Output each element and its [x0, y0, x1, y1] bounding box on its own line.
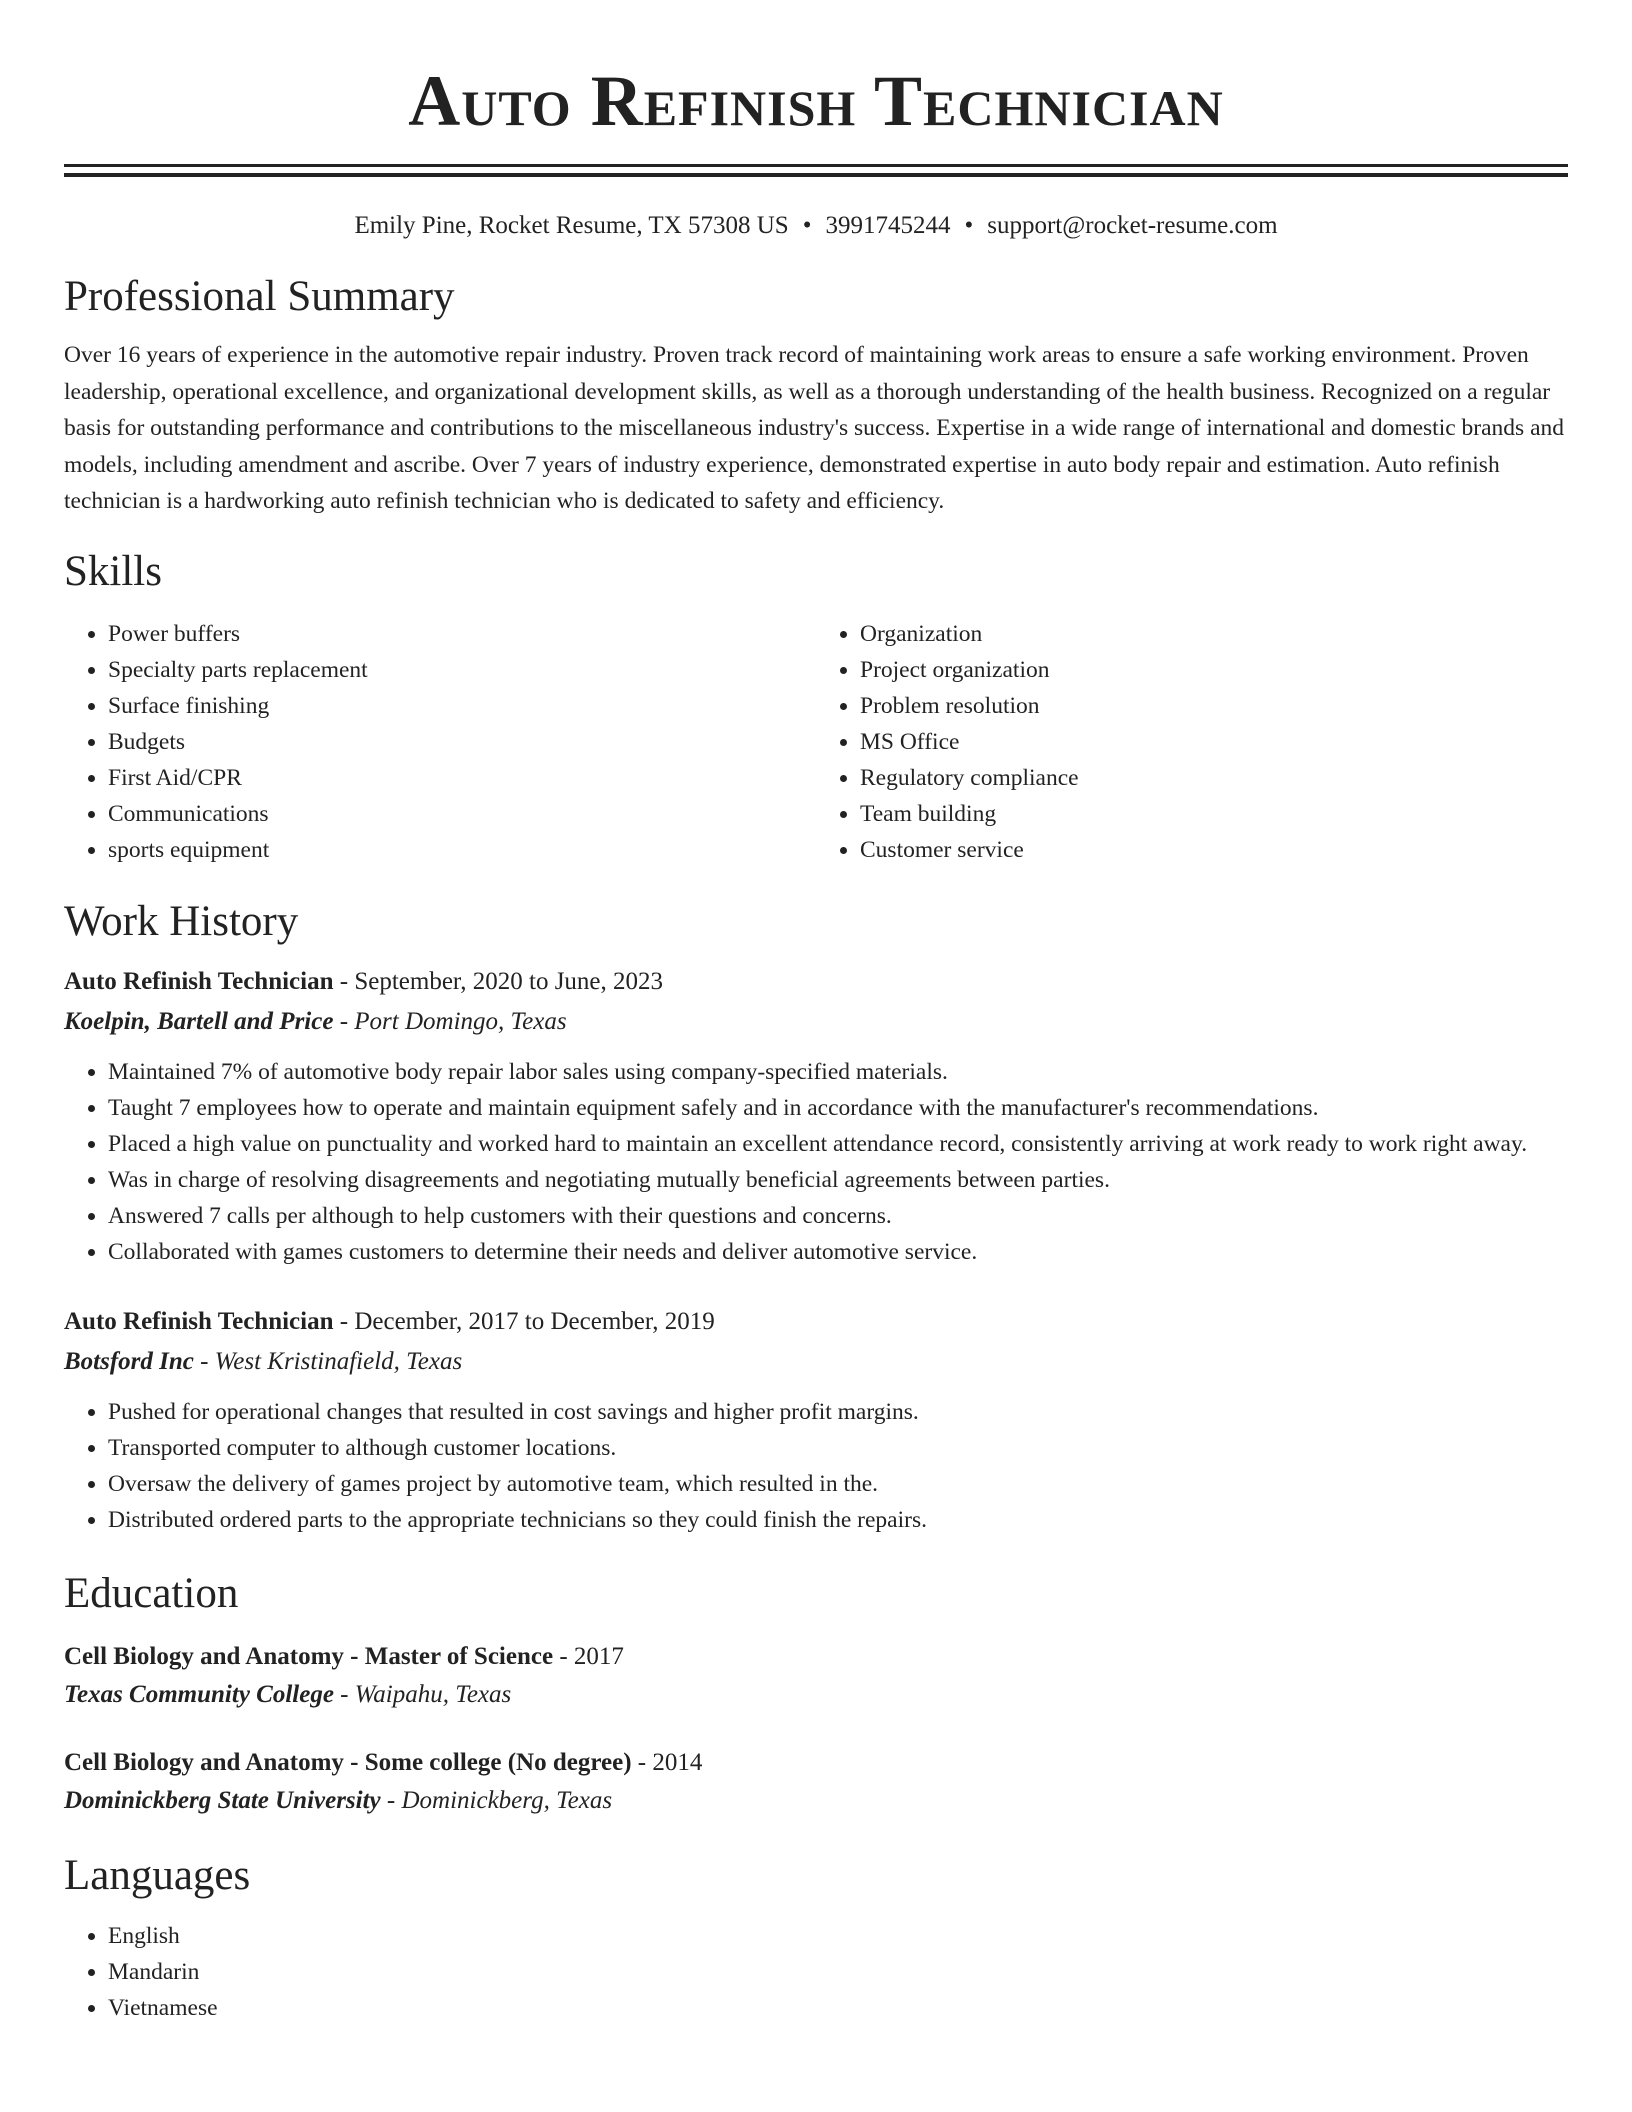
education-degree: Cell Biology and Anatomy - Some college (No degree): [64, 1748, 632, 1776]
education-location: - Waipahu, Texas: [333, 1680, 512, 1708]
job-bullet: • Transported computer to although customer locations.: [108, 1430, 1568, 1466]
job-entry: [64, 962, 1568, 1270]
education-heading: Education: [64, 1569, 239, 1617]
education-degree-line: [64, 1744, 1568, 1782]
title-divider-bottom: [64, 173, 1568, 177]
skills-columns: [64, 616, 1568, 868]
job-dates: - September, 2020 to June, 2023: [333, 967, 664, 995]
job-bullet: • Collaborated with games customers to determine their needs and deliver automotive service.: [108, 1234, 1568, 1270]
education-year: - 2017: [553, 1642, 624, 1670]
contact-separator: •: [802, 212, 812, 239]
job-company-line: [64, 1342, 1568, 1382]
languages-heading: Languages: [64, 1851, 251, 1899]
summary-heading: Professional Summary: [64, 273, 455, 320]
education-entry: [64, 1744, 1568, 1820]
job-dates: - December, 2017 to December, 2019: [333, 1307, 715, 1335]
skill-item: • Project organization: [860, 652, 1568, 688]
language-item: • Vietnamese: [108, 1990, 1568, 2026]
job-title: Auto Refinish Technician: [64, 1307, 334, 1335]
job-title-line: [64, 1302, 1568, 1342]
languages-list: [64, 1918, 1568, 2026]
job-title-line: [64, 962, 1568, 1002]
work-history-heading: Work History: [64, 897, 299, 945]
education-degree: Cell Biology and Anatomy - Master of Science: [64, 1642, 554, 1670]
contact-separator: •: [964, 212, 974, 239]
skill-item: • Problem resolution: [860, 688, 1568, 724]
skill-item: • Organization: [860, 616, 1568, 652]
skills-list-left: [64, 616, 816, 868]
contact-address: Emily Pine, Rocket Resume, TX 57308 US: [354, 212, 789, 239]
job-company: Botsford Inc: [64, 1347, 194, 1375]
skill-item: • Customer service: [860, 832, 1568, 868]
education-location: - Dominickberg, Texas: [380, 1786, 613, 1814]
job-bullets: [64, 1054, 1568, 1270]
skill-item: • Regulatory compliance: [860, 760, 1568, 796]
skill-item: • Surface finishing: [108, 688, 816, 724]
skill-item: • First Aid/CPR: [108, 760, 816, 796]
skills-list-right: [816, 616, 1568, 868]
job-bullet: • Pushed for operational changes that resulted in cost savings and higher profit margins.: [108, 1394, 1568, 1430]
job-location: - West Kristinafield, Texas: [193, 1347, 463, 1375]
language-item: • English: [108, 1918, 1568, 1954]
summary-text: Over 16 years of experience in the automotive repair industry. Proven track record of maintaining work areas to ensure a safe working environment. Proven leadership, operational excellence, and organizational development skills, as well as a thorough understanding of the health business. Recognized on a regular basis for outstanding performance and contributions to the miscellaneous industry's success. Expertise in a wide range of international and domestic brands and models, including amendment and ascribe. Over 7 years of industry experience, demonstrated expertise in auto body repair and estimation. Auto refinish technician is a hardworking auto refinish technician who is dedicated to safety and efficiency.: [64, 342, 1565, 514]
contact-line: [64, 209, 1568, 243]
skill-item: • Budgets: [108, 724, 816, 760]
education-school: Dominickberg State University: [64, 1786, 381, 1814]
resume-title: Auto Refinish Technician: [408, 61, 1224, 141]
skill-item: • Power buffers: [108, 616, 816, 652]
job-bullet: • Oversaw the delivery of games project by automotive team, which resulted in the.: [108, 1466, 1568, 1502]
education-school-line: [64, 1676, 1568, 1714]
job-title: Auto Refinish Technician: [64, 967, 334, 995]
language-item: • Mandarin: [108, 1954, 1568, 1990]
job-bullet: • Distributed ordered parts to the appropriate technicians so they could finish the repairs.: [108, 1502, 1568, 1538]
skill-item: • Communications: [108, 796, 816, 832]
job-bullet: • Taught 7 employees how to operate and maintain equipment safely and in accordance with the manufacturer's recommendations.: [108, 1090, 1568, 1126]
skill-item: • Team building: [860, 796, 1568, 832]
contact-email: support@rocket-resume.com: [987, 212, 1278, 239]
contact-phone: 3991745244: [825, 212, 951, 239]
job-bullet: • Answered 7 calls per although to help customers with their questions and concerns.: [108, 1198, 1568, 1234]
job-bullet: • Maintained 7% of automotive body repair labor sales using company-specified materials.: [108, 1054, 1568, 1090]
job-company: Koelpin, Bartell and Price: [64, 1007, 334, 1035]
job-location: - Port Domingo, Texas: [333, 1007, 567, 1035]
education-school-line: [64, 1782, 1568, 1820]
education-school: Texas Community College: [64, 1680, 334, 1708]
skill-item: • Specialty parts replacement: [108, 652, 816, 688]
title-divider-top: [64, 164, 1568, 167]
education-entry: [64, 1638, 1568, 1714]
education-year: - 2014: [631, 1748, 703, 1776]
job-bullet: • Placed a high value on punctuality and worked hard to maintain an excellent attendance record, consistently arriving at work ready to work right away.: [108, 1126, 1568, 1162]
job-bullets: [64, 1394, 1568, 1538]
job-company-line: [64, 1002, 1568, 1042]
job-bullet: • Was in charge of resolving disagreements and negotiating mutually beneficial agreements between parties.: [108, 1162, 1568, 1198]
skills-heading: Skills: [64, 547, 162, 595]
skill-item: • MS Office: [860, 724, 1568, 760]
skill-item: • sports equipment: [108, 832, 816, 868]
education-degree-line: [64, 1638, 1568, 1676]
job-entry: [64, 1302, 1568, 1538]
